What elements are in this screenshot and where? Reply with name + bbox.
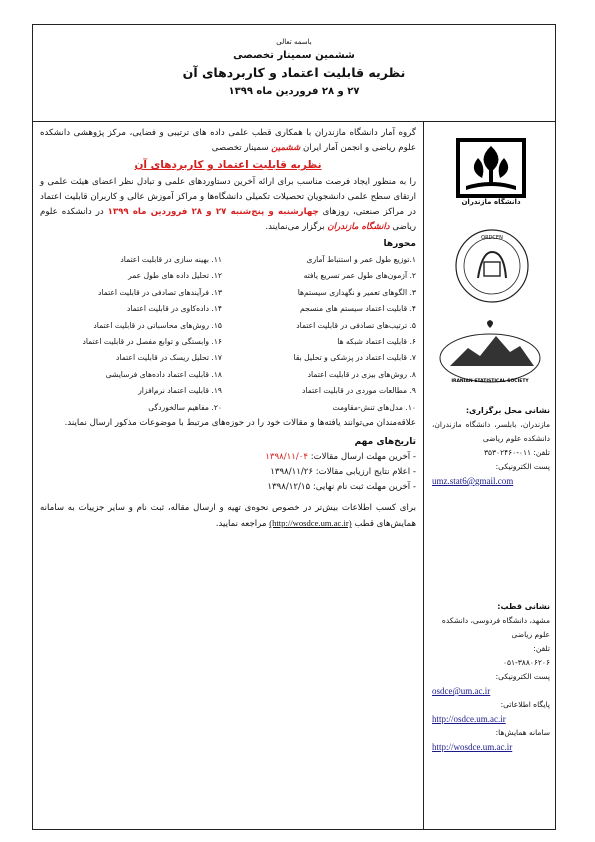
venue-address: مازندران، بابلسر، دانشگاه مازندران، دانشکده علوم ریاضی [432, 420, 550, 443]
topic-item: ۴. قابلیت اعتماد سیستم های منسجم [299, 304, 416, 314]
date-label: - اعلام نتایج ارزیابی مقالات: [315, 467, 416, 478]
center-site-link[interactable]: http://osdce.um.ac.ir [432, 714, 506, 724]
body-text-venue: در دانشکده علوم ریاضی [40, 207, 416, 232]
venue-phone: تلفن: ۰۱۱-۳۵۳۰۲۴۶۰ [483, 448, 550, 457]
dates-heading: تاریخ‌های مهم [354, 437, 416, 448]
topic-item: ۱.توزیع طول عمر و استنباط آماری [306, 255, 416, 264]
topic-item: ۵. ترتیب‌های تصادفی در قابلیت اعتماد [296, 320, 416, 330]
date-label: - آخرین مهلت ارسال مقالات: [310, 452, 416, 463]
topic-item: ۶. قابلیت اعتماد شبکه ها [337, 337, 416, 347]
topic-item: ۱۱. بهینه سازی در قابلیت اعتماد [120, 255, 222, 264]
center-email-link[interactable]: osdce@um.ac.ir [432, 686, 491, 696]
topics-list [40, 252, 416, 416]
topic-item: ۱۷. تحلیل ریسک در قابلیت اعتماد [116, 353, 222, 363]
body-text: را به منظور ایجاد فرصت مناسب برای ارائه آخرین دستاوردهای علمی و تبادل نظر اعضای هیئت علمی و ارتقای سطح علمی دانشجویان تحصیلات تکمیلی دانشگاه‌ها و مراکز آموزش عالی و کاربران قابلیت اعتماد در مراکز صنعتی، روزهای [40, 177, 416, 217]
university-logo [446, 136, 536, 216]
topic-item: ۹. مطالعات موردی در قابلیت اعتماد [302, 386, 416, 396]
date-label: - آخرین مهلت ثبت نام نهایی: [312, 482, 416, 493]
topic-item: ۱۹. قابلیت اعتماد نرم‌افزار [138, 386, 222, 396]
topic-item: ۱۲. تحلیل داده های طول عمر [128, 271, 222, 281]
conference-system-label: سامانه همایش‌ها: [495, 728, 550, 737]
center-address: مشهد، دانشگاه فردوسی، دانشکده علوم ریاضی [441, 616, 550, 639]
center-heading: نشانی قطب: [497, 602, 550, 611]
intro-text-end: سمینار تخصصی [211, 143, 269, 153]
closing-tail: مراجعه نمایید. [215, 519, 267, 530]
venue-email-label: پست الکترونیکی: [495, 462, 550, 471]
topic-item: ۸. روش‌های بیزی در قابلیت اعتماد [307, 369, 416, 379]
event-days: چهارشنبه و پنج‌شنبه ۲۷ و ۲۸ فروردین ماه ۱۳۹۹ [107, 207, 319, 217]
body-paragraph [40, 175, 416, 235]
date-value: ۱۳۹۸/۱۲/۱۵ [267, 482, 311, 493]
sidebar [424, 122, 556, 830]
venue-email-link[interactable]: umz.stat6@gmail.com [432, 476, 514, 486]
svg-text:ORDCEN: ORDCEN [481, 235, 503, 241]
closing-paragraph [40, 501, 416, 532]
sixth-word: ششمین [271, 143, 301, 153]
intro-paragraph [40, 126, 416, 156]
topic-item: ۱۵. روش‌های محاسباتی در قابلیت اعتماد [93, 320, 222, 330]
intro-text: گروه آمار دانشگاه مازندران با همکاری قطب علمی داده های ترتیبی و فضایی، مرکز پژوهشی دانشکده علوم ریاضی و انجمن آمار ایران [40, 128, 416, 153]
center-logo [452, 226, 532, 306]
topic-item: ۱۰. مدل‌های تنش-مقاومت [332, 402, 416, 412]
topics-heading: محورها [383, 239, 416, 249]
date-results [40, 465, 416, 480]
statistical-society-logo [438, 318, 542, 388]
university-logo-caption: دانشگاه مازندران [461, 198, 521, 206]
call-for-papers: علاقه‌مندان می‌توانند یافته‌ها و مقالات خود را در حوزه‌های مرتبط با موضوعات مذکور ارسال نمایند. [64, 418, 416, 429]
seminar-title: نظریه قابلیت اعتماد و کاربردهای آن [182, 65, 406, 80]
topic-item: ۱۴. داده‌کاوی در قابلیت اعتماد [126, 304, 222, 314]
center-address-block [432, 600, 550, 754]
topic-item: ۱۶. وابستگی و توابع مفصل در قابلیت اعتماد [82, 337, 222, 347]
venue-heading: نشانی محل برگزاری: [465, 406, 550, 415]
statistical-society-logo-icon [438, 318, 542, 388]
conference-link[interactable]: (http://wosdce.um.ac.ir) [269, 518, 352, 529]
body-text-tail: برگزار می‌نمایند. [265, 222, 325, 232]
bism-text: باسمه تعالی [276, 38, 312, 46]
center-logo-icon [452, 226, 532, 306]
header [32, 24, 556, 122]
topic-item: ۱۸. قابلیت اعتماد داده‌های فرسایشی [105, 369, 222, 379]
topic-item: ۱۳. فرآیندهای تصادفی در قابلیت اعتماد [98, 287, 222, 297]
center-email-label: پست الکترونیکی: [495, 672, 550, 681]
date-value: ۱۳۹۸/۱۱/۲۶ [270, 467, 314, 478]
closing-text: برای کسب اطلاعات بیش‌تر در خصوص نحوه‌ی تهیه و ارسال مقاله، ثبت نام و سایر جزییات به سامانه همایش‌های قطب [40, 503, 416, 530]
venue-address-block [432, 404, 550, 488]
center-phone-label: تلفن: [533, 644, 550, 653]
topic-item: ۲. آزمون‌های طول عمر تسریع یافته [303, 271, 416, 281]
seminar-dates: ۲۷ و ۲۸ فروردین ماه ۱۳۹۹ [228, 86, 360, 97]
topic-item: ۳. الگوهای تعمیر و نگهداری سیستم‌ها [297, 287, 416, 297]
center-site-label: پایگاه اطلاعاتی: [500, 700, 550, 709]
main-content [40, 126, 416, 826]
topic-item: ۷. قابلیت اعتماد در پزشکی و تحلیل بقا [293, 353, 416, 363]
dates-list [40, 450, 416, 495]
topic-item: ۲۰. مفاهیم سالخوردگی [148, 402, 222, 412]
center-phone: ۰۵۱-۳۸۸۰۶۲۰۶ [502, 658, 550, 667]
seminar-number: ششمین سمینار تخصصی [233, 50, 355, 61]
date-registration [40, 480, 416, 495]
seminar-subtitle: نظریه قابلیت اعتماد و کاربردهای آن [134, 159, 322, 171]
date-value: ۱۳۹۸/۱۱/۰۴ [265, 452, 308, 463]
conference-system-link[interactable]: http://wosdce.um.ac.ir [432, 742, 513, 752]
svg-text:IRANIAN STATISTICAL SOCIETY: IRANIAN STATISTICAL SOCIETY [451, 379, 529, 384]
date-deadline-papers [40, 450, 416, 465]
university-name: دانشگاه مازندران [327, 222, 390, 232]
